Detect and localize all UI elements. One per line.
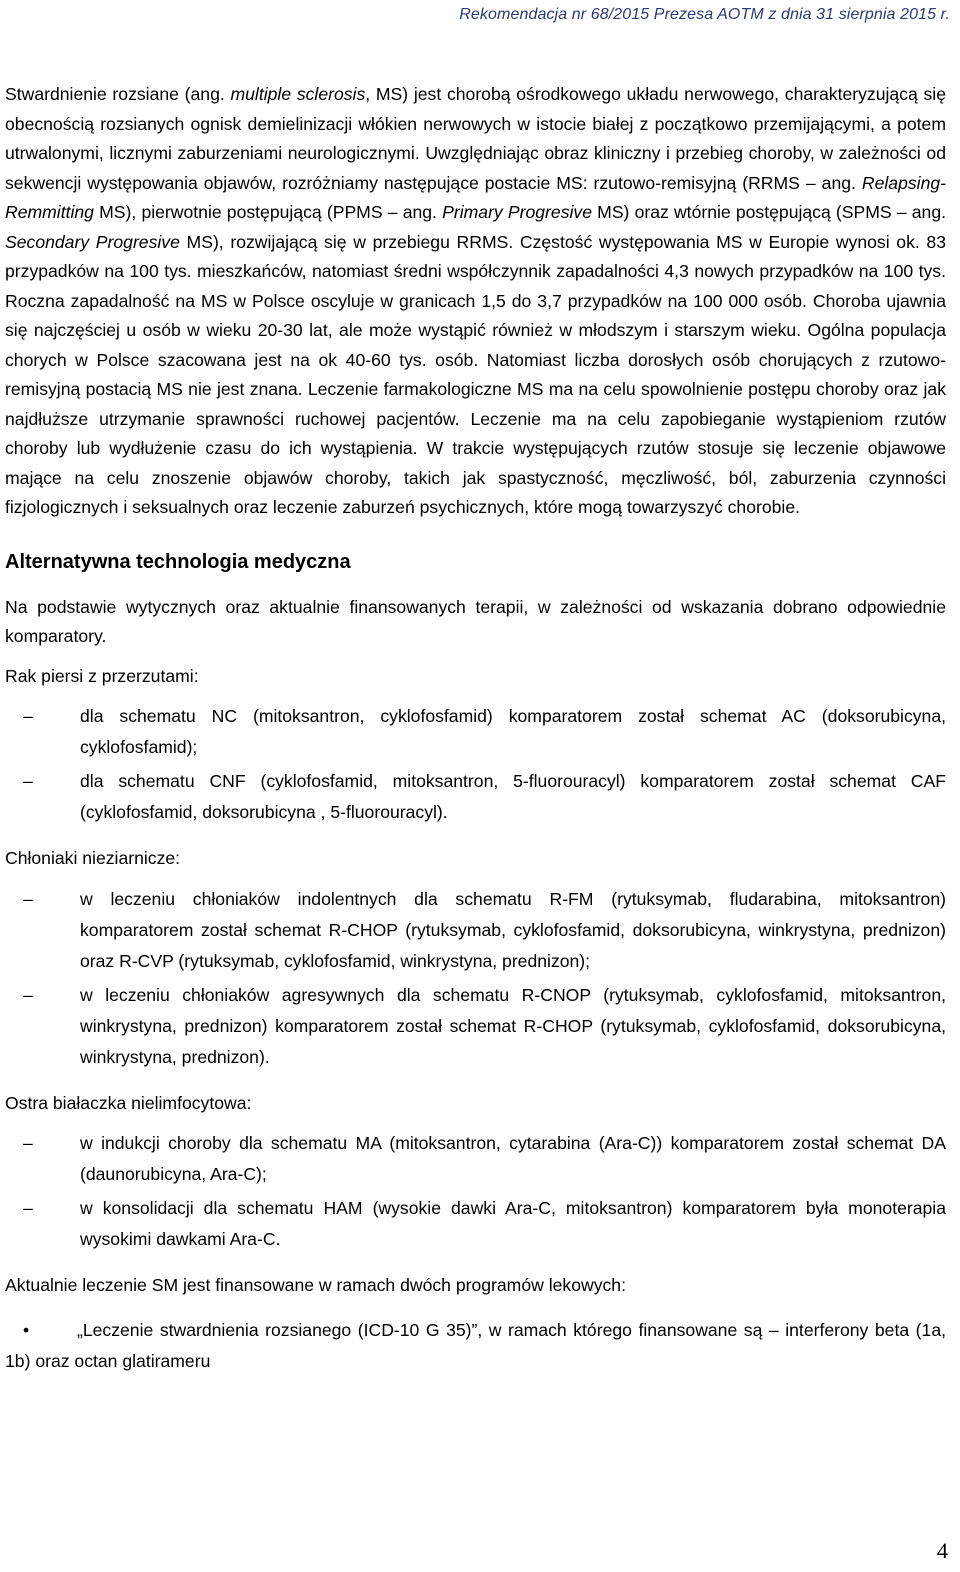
group-list-lymphoma [5,884,946,1073]
dash-marker: – [23,888,33,909]
dash-marker: – [23,771,33,791]
list-item: – dla schematu CNF (cyklofosfamid, mitoksantron, 5-fluorouracyl) komparatorem został schemat CAF (cyklofosfamid, doksorubicyna , 5-fluorouracyl). [5,766,946,828]
document-body [5,80,946,1377]
intro-text-2: , MS) jest chorobą ośrodkowego układu nerwowego, charakteryzującą się obecnością rozsianych ognisk demielinizacji włókien nerwowych w istocie białej z początkowo przemijającymi, a potem utrwalonymi, licznymi zaburzeniami neurologicznymi. Uwzględniając obraz kliniczny i przebieg choroby, w zależności od sekwencji występowania objawów, rozróżniamy następujące postacie MS: rzutowo-remisyjną (RRMS – ang. [5,84,946,193]
section-heading: Alternatywna technologia medyczna [5,550,351,573]
program-bullet-text: „Leczenie stwardnienia rozsianego (ICD-10 G 35)”, w ramach którego finansowane są – interferony beta (1a, 1b) oraz octan glatirameru [5,1319,946,1371]
closing-paragraph: Aktualnie leczenie SM jest finansowane w ramach dwóch programów lekowych: [5,1275,626,1295]
intro-italic-2: Relapsing-Remmitting [5,172,946,222]
document-header: Rekomendacja nr 68/2015 Prezesa AOTM z dnia 31 sierpnia 2015 r. [459,6,950,23]
dash-marker: – [23,984,33,1005]
page-number: 4 [937,1538,948,1563]
program-bullet-item [5,1315,946,1377]
intro-text-4: MS) oraz wtórnie postępującą (SPMS – ang. [592,202,946,222]
group-list-breast-cancer [5,701,946,828]
intro-text-1: Stwardnienie rozsiane (ang. [5,84,231,104]
intro-italic-3: Primary Progresive [442,202,592,222]
list-item: – w indukcji choroby dla schematu MA (mitoksantron, cytarabina (Ara-C)) komparatorem został schemat DA (daunorubicyna, Ara-C); [5,1128,946,1190]
intro-text-3: MS), pierwotnie postępującą (PPMS – ang. [93,202,443,222]
intro-text-5: MS), rozwijającą się w przebiegu RRMS. Częstość występowania MS w Europie wynosi ok. 83 przypadków na 100 tys. mieszkańców, natomiast średni współczynnik zapadalności 4,3 nowych przypadków na 100 tys. Roczna zapadalność na MS w Polsce oscyluje w granicach 1,5 do 3,7 przypadków na 100 000 osób. Choroba ujawnia się najczęściej u osób w wieku 20-30 lat, ale może wystąpić również w młodszym i starszym wieku. Ogólna populacja chorych w Polsce szacowana jest na ok 40-60 tys. osób. Natomiast liczba dorosłych osób chorujących z rzutowo-remisyjną postacią MS nie jest znana. Leczenie farmakologiczne MS ma na celu spowolnienie postępu choroby oraz jak najdłuższe utrzymanie sprawności ruchowej pacjentów. Leczenie ma na celu zapobieganie wystąpieniom rzutów choroby lub wydłużenie czasu do ich wystąpienia. W trakcie występujących rzutów stosuje się leczenie objawowe mające na celu znoszenie objawów choroby, takich jak spastyczność, męczliwość, ból, zaburzenia czynności fizjologicznych i seksualnych oraz leczenie zaburzeń psychicznych, które mogą towarzyszyć chorobie. [5,231,946,517]
group-label-lymphoma: Chłoniaki nieziarnicze: [5,848,181,868]
section-intro: Na podstawie wytycznych oraz aktualnie finansowanych terapii, w zależności od wskazania dobrano odpowiednie komparatory. [5,596,946,646]
group-label-leukemia: Ostra białaczka nielimfocytowa: [5,1092,252,1113]
group-list-leukemia [5,1128,946,1255]
dash-marker: – [23,1133,33,1153]
intro-italic-1: multiple sclerosis [230,84,366,104]
dash-marker: – [23,706,33,726]
list-item: – w leczeniu chłoniaków agresywnych dla schematu R-CNOP (rytuksymab, cyklofosfamid, mitoksantron, winkrystyna, prednizon) komparatorem został schemat R-CHOP (rytuksymab, cyklofosfamid, doksorubicyna, winkrystyna, prednizon). [5,980,946,1073]
intro-italic-4: Secondary Progresive [5,231,180,252]
list-item: – w leczeniu chłoniaków indolentnych dla schematu R-FM (rytuksymab, fludarabina, mitoksantron) komparatorem został schemat R-CHOP (rytuksymab, cyklofosfamid, doksorubicyna, winkrystyna, prednizon) oraz R-CVP (rytuksymab, cyklofosfamid, winkrystyna, prednizon); [5,884,946,977]
list-item: – w konsolidacji dla schematu HAM (wysokie dawki Ara-C, mitoksantron) komparatorem była monoterapia wysokimi dawkami Ara-C. [5,1193,946,1255]
dash-marker: – [23,1198,33,1218]
bullet-marker: • [23,1319,30,1340]
list-item: – dla schematu NC (mitoksantron, cyklofosfamid) komparatorem został schemat AC (doksorubicyna, cyklofosfamid); [5,701,946,763]
group-label-breast-cancer: Rak piersi z przerzutami: [5,665,199,686]
intro-paragraph [5,80,946,523]
